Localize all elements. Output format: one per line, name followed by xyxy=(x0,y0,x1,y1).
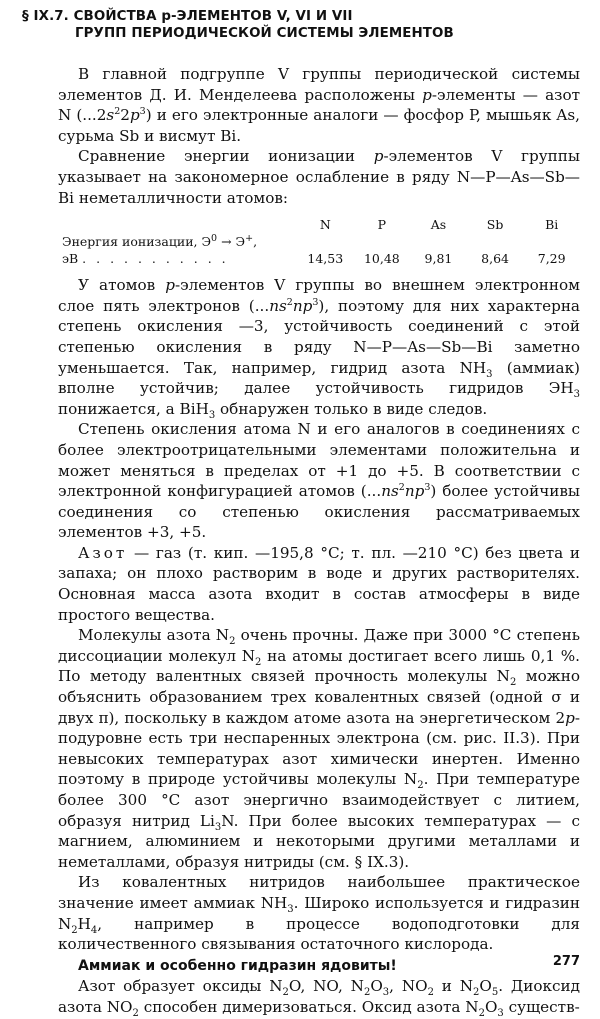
paragraph-7: Из ковалентных нитридов наибольшее практическое значение имеет аммиак $NH_3$. Широко используется и гидразин $N_2H_4$, например в процессе водоподготовки для количественного связывания остаточного кислорода. xyxy=(58,873,580,954)
table-header-cell: P xyxy=(377,217,387,233)
paragraph-3: У атомов p-элементов V группы во внешнем электронном слое пять электронов $(...ns^2np^3)$, поэтому для них характерна степень окисления —3, устойчивость соединений с этой степенью окисления в ряду N—P—As—Sb—Bi заметно уменьшается. Так, например, гидрид азота $NH_3$ (аммиак) вполне устойчив; далее устойчивость гидридов $ЭH_3$ понижается, а BiH$_3$ обнаружен только в виде следов. xyxy=(58,276,580,421)
table-value-cell: 10,48 xyxy=(363,251,400,267)
table-header-cell: N xyxy=(319,217,331,233)
paragraph-1: В главной подгруппе V группы периодической системы элементов Д. И. Менделеева расположены p-элементы — азот N $(...2s^22p^3)$ и его электронные аналоги — фосфор P, мышьяк As, сурьма Sb и висмут Bi. xyxy=(58,65,580,145)
table-value-cell: 9,81 xyxy=(424,251,453,267)
warning-line: Аммиак и особенно гидразин ядовиты! xyxy=(78,957,397,974)
table-value-cell: 14,53 xyxy=(307,251,344,267)
table-label-line-2: эВ xyxy=(62,251,79,267)
table-label-line-1: Энергия ионизации, Э xyxy=(62,234,212,250)
paragraph-4: Степень окисления атома N и его аналогов в соединениях с более электроотрицательными элементами положительна и может меняться в пределах от +1 до +5. В соответствии с электронной конфигурацией атомов $(...ns^2np^3)$ более устойчивы соединения со степенью окисления рассматриваемых элементов +3, +5. xyxy=(58,420,580,542)
table-header-cell: As xyxy=(430,217,447,233)
table-header-cell: Bi xyxy=(545,217,559,233)
paragraph-5: Азот — газ (т. кип. —195,8 °C; т. пл. —210 °C) без цвета и запаха; он плохо растворим в воде и других растворителях. Основная масса азота входит в состав атмосферы в виде простого вещества. xyxy=(58,543,580,624)
heading-line-1: § IX.7. СВОЙСТВА p-ЭЛЕМЕНТОВ V, VI И VII xyxy=(22,9,353,24)
paragraph-2: Сравнение энергии ионизации p-элементов V группы указывает на закономерное ослабление в ряду N—P—As—Sb—Bi неметалличности атомов: xyxy=(58,147,580,207)
table-value-row: эВ . . . . . . . . . . . 14,53 10,48 9,81 8,64 7,29 xyxy=(58,250,580,267)
paragraph-6: Молекулы азота $N_2$ очень прочны. Даже при 3000 °C степень диссоциации молекул $N_2$ на атомы достигает всего лишь 0,1 %. По методу валентных связей прочность молекулы $N_2$ можно объяснить образованием трех ковалентных связей (одной σ и двух π), поскольку в каждом атоме азота на энергетическом 2p-подуровне есть три неспаренных электрона (см. рис. II.3). При невысоких температурах азот химически инертен. Именно поэтому в природе устойчивы молекулы $N_2$. При температуре более 300 °C азот энергично взаимодействует с литием, образуя нитрид $Li_3N$. При более высоких температурах — с магнием, алюминием и некоторыми другими металлами и неметаллами, образуя нитриды (см. § IX.3). xyxy=(58,626,580,871)
table-value-cell: 7,29 xyxy=(537,251,566,267)
paragraph-8: Азот образует оксиды $N_2O$, NO, $N_2O_3$, $NO_2$ и $N_2O_5$. Диоксид азота $NO_2$ способен димеризоваться. Оксид азота $N_2O_3$ существ- xyxy=(58,977,581,1019)
heading-line-2: ГРУПП ПЕРИОДИЧЕСКОЙ СИСТЕМЫ ЭЛЕМЕНТОВ xyxy=(75,26,454,41)
table-value-cell: 8,64 xyxy=(481,251,509,267)
table-label-row: Энергия ионизации, $Э^0 \to Э^+$, xyxy=(62,233,258,250)
section-heading xyxy=(22,8,580,42)
table-header-cell: Sb xyxy=(486,217,504,233)
table-header-row xyxy=(58,216,580,233)
page-number: 277 xyxy=(552,954,580,969)
ionization-energy-table xyxy=(58,216,580,267)
